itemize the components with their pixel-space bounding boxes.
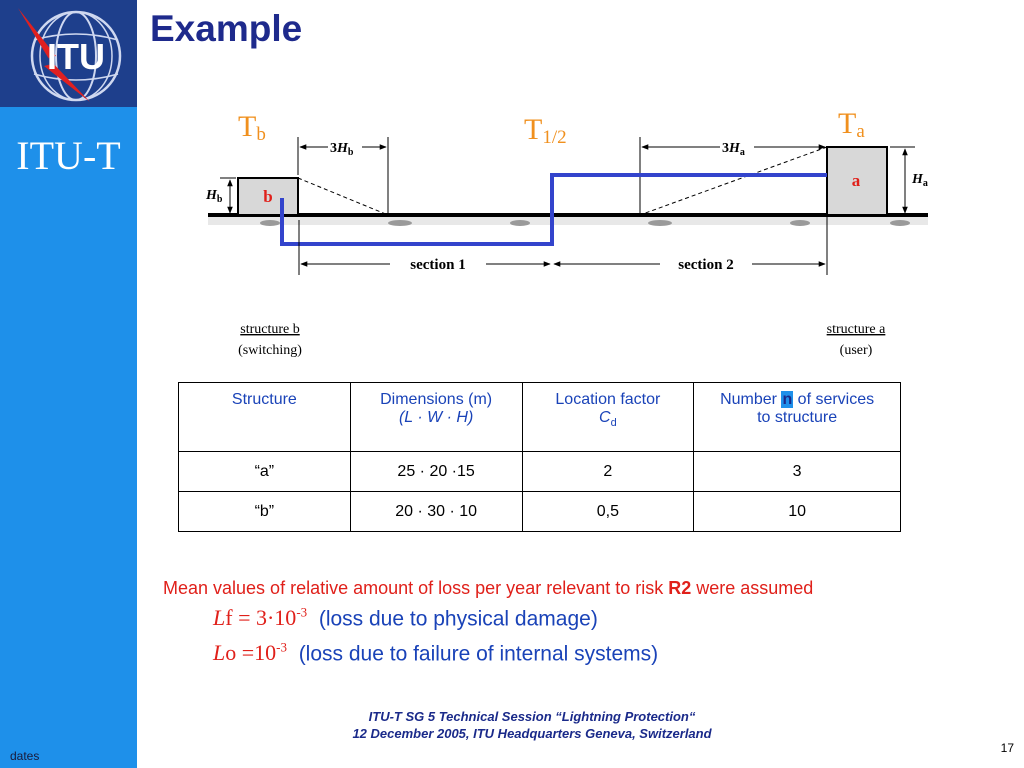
formula-lo: $Lo =10^{-3}$ (loss due to failure of internal systems) (213, 640, 659, 666)
footer (232, 708, 832, 742)
logo-text: ITU (47, 36, 105, 77)
structure-a-caption: structure a (826, 322, 886, 337)
ground-hatch (208, 216, 928, 225)
itu-logo-icon (4, 2, 134, 106)
logo-box (0, 0, 137, 107)
header-location: Location factor $C_d$ (522, 383, 694, 452)
structures-table (178, 382, 901, 532)
header-number: Number n of services to structure (694, 383, 901, 452)
cell-dimensions: 25 · 20 ·15 (350, 452, 522, 492)
three-hb-label: $3H_b$ (330, 141, 354, 158)
loss-note: Mean values of relative amount of loss per year relevant to risk R2 were assumed (163, 578, 814, 598)
sidebar-brand: ITU-T (16, 133, 121, 178)
cell-structure: “a” (179, 452, 351, 492)
table-row (179, 492, 901, 532)
table-row (179, 452, 901, 492)
cell-number: 3 (694, 452, 901, 492)
structure-b-note: (switching) (238, 343, 302, 358)
ta-label: Ta (838, 107, 865, 142)
collection-line-a (640, 147, 827, 215)
three-ha-label: $3H_a$ (722, 141, 745, 158)
cell-dimensions: 20 · 30 · 10 (350, 492, 522, 532)
service-line (282, 175, 827, 244)
section2-label: section 2 (678, 257, 734, 273)
cell-location: 2 (522, 452, 694, 492)
footer-line1: ITU-T SG 5 Technical Session “Lightning Protection“ (368, 709, 696, 724)
header-structure: Structure (179, 383, 351, 452)
dates-label: dates (10, 749, 40, 763)
structure-a-note: (user) (839, 343, 873, 358)
collection-line-b (298, 178, 388, 215)
footer-line2: 12 December 2005, ITU Headquarters Geneva, Switzerland (352, 726, 712, 741)
section1-label: section 1 (410, 257, 466, 273)
diagram (160, 95, 940, 365)
formula-lf: $Lf = 3\cdot 10^{-3}$ (loss due to physical damage) (213, 605, 598, 631)
ha-label: $H_a$ (912, 172, 928, 189)
hb-label: $H_b$ (206, 188, 223, 205)
thalf-label: T1/2 (524, 113, 567, 148)
page-title: Example (150, 8, 303, 49)
structure-b-caption: structure b (240, 322, 300, 337)
cell-structure: “b” (179, 492, 351, 532)
structure-a-label: a (851, 171, 861, 190)
tb-label: Tb (238, 110, 266, 145)
cell-number: 10 (694, 492, 901, 532)
table-header-row (179, 383, 901, 452)
sidebar (0, 0, 137, 768)
header-dimensions: Dimensions (m) (L · W · H) (350, 383, 522, 452)
page-number: 17 (1000, 741, 1014, 755)
structure-b-label: b (263, 187, 273, 206)
cell-location: 0,5 (522, 492, 694, 532)
